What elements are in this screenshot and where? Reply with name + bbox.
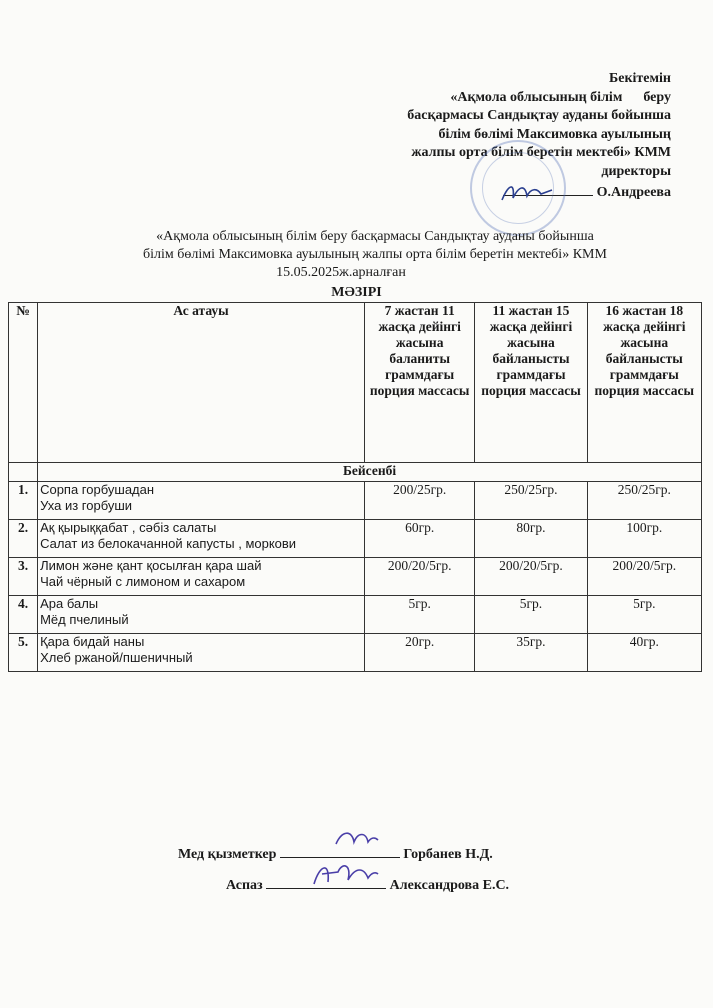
row-number: 2.: [9, 520, 38, 558]
day-label: Бейсенбі: [38, 463, 702, 482]
day-empty-cell: [9, 463, 38, 482]
portion-age-7-11: 5гр.: [365, 596, 475, 634]
dish-name-cell: [38, 558, 365, 596]
med-worker-label: Мед қызметкер: [178, 847, 277, 862]
approval-heading: Бекітемін: [608, 71, 671, 86]
portion-age-7-11: 200/20/5гр.: [365, 558, 475, 596]
dish-name-cell: [38, 482, 365, 520]
approval-line-2: «Ақмола облысының білім беру: [450, 89, 671, 105]
portion-age-7-11: 60гр.: [365, 520, 475, 558]
header-age-11-15: 11 жастан 15 жасқа дейінгі жасына байланысты граммдағы порция массасы: [475, 303, 587, 463]
dish-name-kz: Қара бидай наны: [40, 634, 145, 649]
header-age-7-11: 7 жастан 11 жасқа дейінгі жасына баланиты граммдағы порция массасы: [365, 303, 475, 463]
med-worker-signature-icon: [332, 826, 382, 854]
dish-name-ru: Мёд пчелиный: [40, 612, 129, 627]
org-title-line-1: «Ақмола облысының білім беру басқармасы Сандықтау ауданы бойынша: [156, 229, 594, 244]
cook-name: Александрова Е.С.: [389, 878, 510, 893]
dish-name-kz: Лимон және қант қосылған қара шай: [40, 558, 262, 573]
portion-age-11-15: 35гр.: [475, 634, 587, 672]
portion-age-16-18: 250/25гр.: [587, 482, 701, 520]
approval-line-6: директоры: [601, 163, 671, 179]
dish-name-ru: Чай чёрный с лимоном и сахаром: [40, 574, 246, 589]
table-row: [9, 482, 702, 520]
header-age-16-18: 16 жастан 18 жасқа дейінгі жасына байланысты граммдағы порция массасы: [587, 303, 701, 463]
portion-age-7-11: 200/25гр.: [365, 482, 475, 520]
header-num: №: [9, 303, 38, 463]
table-row: [9, 634, 702, 672]
table-header-row: [9, 303, 702, 463]
approval-line-4: білім бөлімі Максимовка ауылының: [438, 126, 671, 142]
approval-signer: О.Андреева: [596, 185, 671, 200]
org-title-line-2: білім бөлімі Максимовка ауылының жалпы орта білім беретін мектебі» КММ: [143, 247, 607, 262]
portion-age-16-18: 5гр.: [587, 596, 701, 634]
table-row: [9, 520, 702, 558]
dish-name-ru: Салат из белокачанной капусты , моркови: [40, 536, 297, 551]
dish-name-ru: Хлеб ржаной/пшеничный: [40, 650, 193, 665]
dish-name-kz: Ара балы: [40, 596, 99, 611]
day-row: [9, 463, 702, 482]
portion-age-7-11: 20гр.: [365, 634, 475, 672]
menu-title: МӘЗІРІ: [331, 285, 382, 300]
portion-age-16-18: 100гр.: [587, 520, 701, 558]
portion-age-16-18: 200/20/5гр.: [587, 558, 701, 596]
dish-name-cell: [38, 634, 365, 672]
cook-label: Аспаз: [226, 878, 263, 893]
row-number: 5.: [9, 634, 38, 672]
dish-name-ru: Уха из горбуши: [40, 498, 133, 513]
dish-name-kz: Сорпа горбушадан: [40, 482, 155, 497]
dish-name-cell: [38, 596, 365, 634]
med-worker-name: Горбанев Н.Д.: [403, 847, 493, 862]
row-number: 3.: [9, 558, 38, 596]
header-name: Ас атауы: [38, 303, 365, 463]
cook-signature-icon: [308, 858, 380, 892]
director-signature-icon: [497, 178, 557, 208]
approval-line-5: жалпы орта білім беретін мектебі» КММ: [411, 145, 671, 160]
row-number: 4.: [9, 596, 38, 634]
table-row: [9, 596, 702, 634]
row-number: 1.: [9, 482, 38, 520]
portion-age-11-15: 5гр.: [475, 596, 587, 634]
portion-age-16-18: 40гр.: [587, 634, 701, 672]
dish-name-kz: Ақ қырыққабат , сәбіз салаты: [40, 520, 217, 535]
org-title-date: 15.05.2025ж.арналған: [276, 265, 406, 280]
portion-age-11-15: 200/20/5гр.: [475, 558, 587, 596]
menu-table: [8, 302, 702, 672]
portion-age-11-15: 80гр.: [475, 520, 587, 558]
approval-line-3: басқармасы Сандықтау ауданы бойынша: [407, 108, 671, 123]
table-row: [9, 558, 702, 596]
dish-name-cell: [38, 520, 365, 558]
portion-age-11-15: 250/25гр.: [475, 482, 587, 520]
